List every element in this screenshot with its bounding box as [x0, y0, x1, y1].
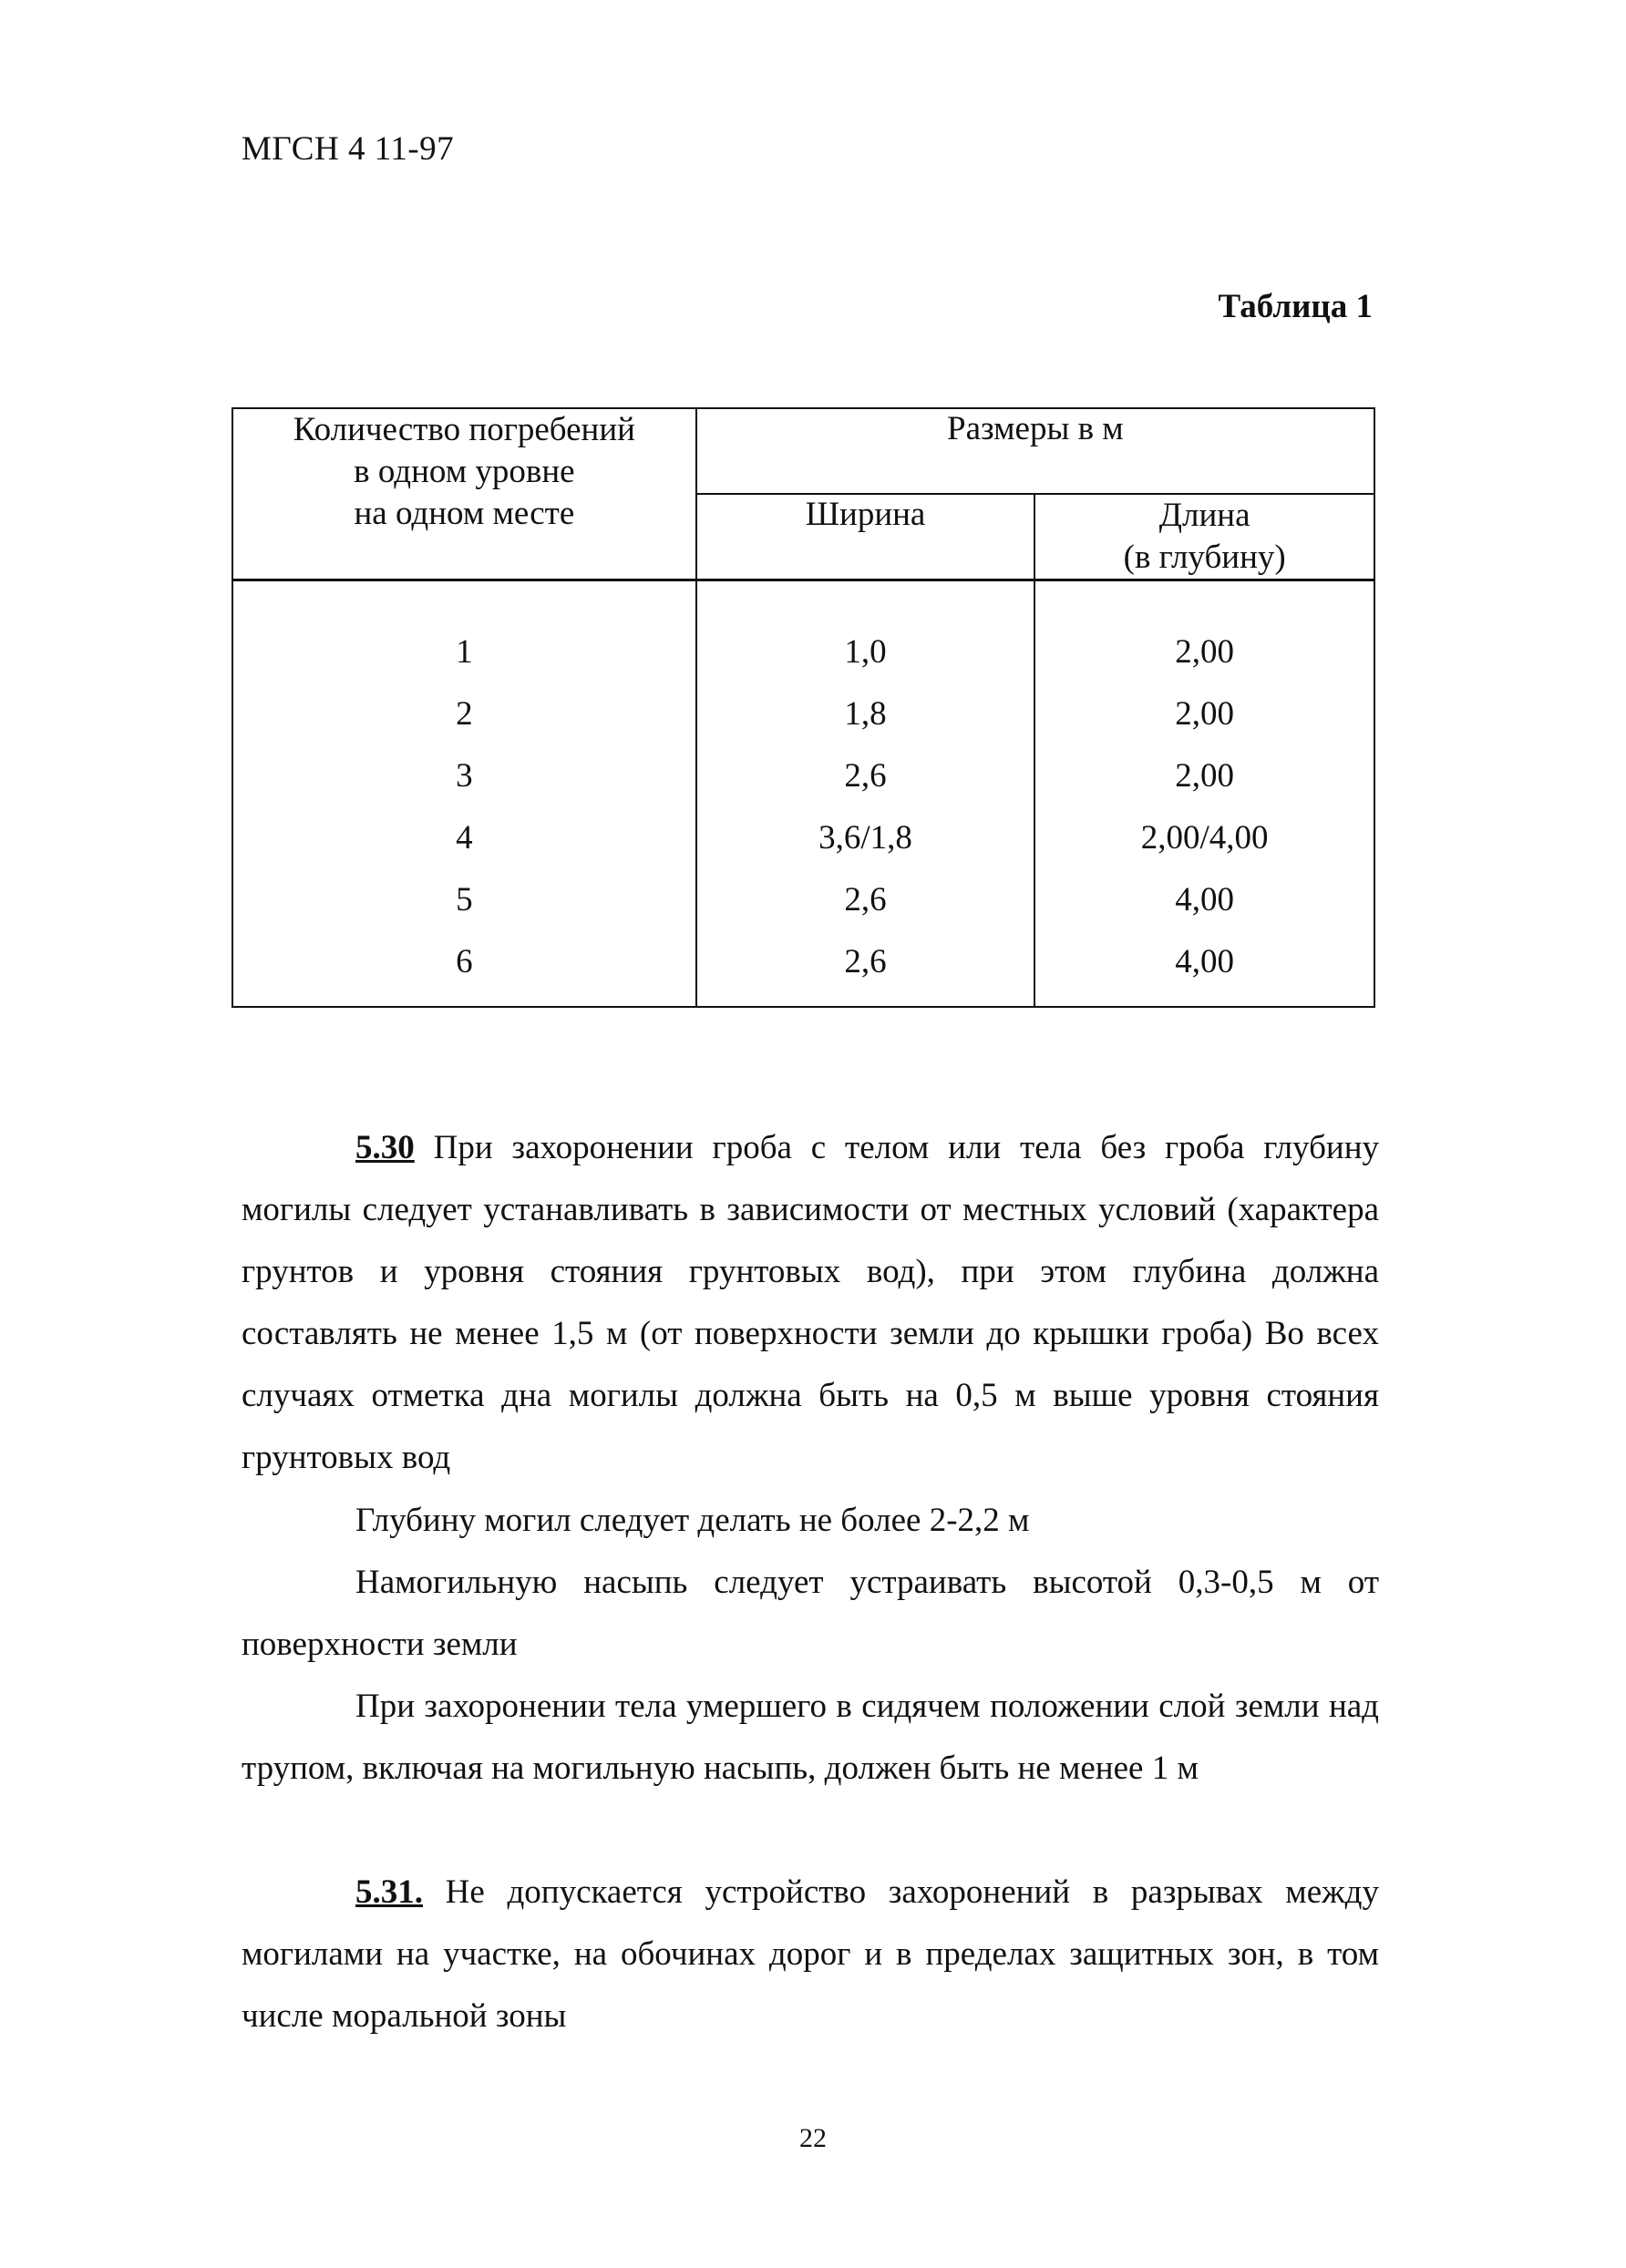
cell-width: 3,6/1,8: [696, 807, 1035, 869]
cell-width: 2,6: [696, 745, 1035, 807]
clause-5-31: [242, 1862, 1379, 2047]
table-row: [232, 621, 1374, 683]
header-dimensions-group: Размеры в м: [696, 408, 1374, 494]
cell-count: 1: [232, 621, 696, 683]
cell-width: 2,6: [696, 869, 1035, 931]
header-burial-count-line: Количество погребений: [293, 411, 635, 448]
cell-length: 4,00: [1034, 869, 1374, 931]
cell-count: 4: [232, 807, 696, 869]
cell-count: 5: [232, 869, 696, 931]
cell-count: 2: [232, 683, 696, 745]
clause-5-30: [242, 1117, 1379, 1489]
table-row: [232, 745, 1374, 807]
table-title: Таблица 1: [1218, 288, 1373, 325]
paragraph-sitting-burial: При захоронении тела умершего в сидячем положении слой земли над трупом, включая на могильную насыпь, должен быть не менее 1 м: [242, 1688, 1379, 1787]
grave-dimensions-table: [232, 407, 1375, 1008]
cell-length: 2,00: [1034, 745, 1374, 807]
cell-length: 2,00/4,00: [1034, 807, 1374, 869]
cell-count: 6: [232, 931, 696, 1007]
header-width: Ширина: [696, 494, 1035, 580]
cell-width: 1,0: [696, 621, 1035, 683]
paragraph-burial-mound: Намогильную насыпь следует устраивать высотой 0,3-0,5 м от поверхности земли: [242, 1564, 1379, 1663]
clause-5-31-text: Не допускается устройство захоронений в разрывах между могилами на участке, на обочинах дорог и в пределах защитных зон, в том числе моральной зоны: [242, 1873, 1379, 2035]
header-length-line: Длина: [1158, 497, 1250, 534]
table-row: [232, 807, 1374, 869]
cell-length: 4,00: [1034, 931, 1374, 1007]
table-row: [232, 931, 1374, 1007]
cell-length: 2,00: [1034, 683, 1374, 745]
clause-5-30-number: 5.30: [355, 1129, 415, 1166]
clause-5-31-number: 5.31.: [355, 1873, 423, 1911]
header-burial-count: [232, 408, 696, 580]
table-row: [232, 683, 1374, 745]
page-number: 22: [799, 2123, 827, 2153]
header-burial-count-line: в одном уровне: [354, 453, 575, 490]
cell-count: 3: [232, 745, 696, 807]
table-row: [232, 869, 1374, 931]
cell-length: 2,00: [1034, 621, 1374, 683]
clause-5-30-text: При захоронении гроба с телом или тела без гроба глубину могилы следует устанавливать в зависимости от местных условий (характера грунтов и уровня стояния грунтовых вод), при этом глубина должна составлять не менее 1,5 м (от поверхности земли до крышки гроба) Во всех случаях отметка дна могилы должна быть на 0,5 м выше уровня стояния грунтовых вод: [242, 1129, 1379, 1476]
header-burial-count-line: на одном месте: [354, 495, 575, 532]
header-length-line: (в глубину): [1123, 539, 1286, 576]
document-code: МГСН 4 11-97: [242, 130, 455, 168]
paragraph-grave-depth: Глубину могил следует делать не более 2-2,2 м: [355, 1502, 1030, 1539]
cell-width: 2,6: [696, 931, 1035, 1007]
cell-width: 1,8: [696, 683, 1035, 745]
header-length: [1034, 494, 1374, 580]
